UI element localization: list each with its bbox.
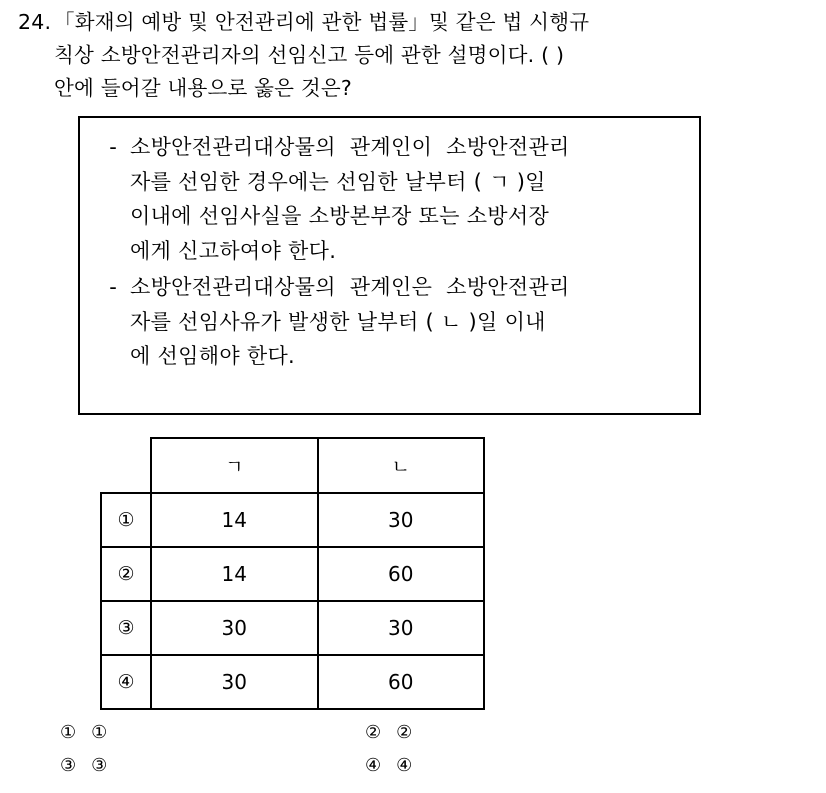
- table-cell-nieun: 30: [318, 601, 485, 655]
- answer-choice-marker: ③: [60, 755, 77, 776]
- answer-choice-marker: ①: [60, 722, 77, 743]
- table-row[interactable]: [101, 601, 484, 655]
- table-row[interactable]: [101, 547, 484, 601]
- passage-line: 소방안전관리대상물의 관계인은 소방안전관리: [130, 275, 570, 299]
- question-block: [18, 6, 808, 105]
- bullet-dash-icon: -: [109, 135, 117, 159]
- passage-box: [78, 116, 701, 415]
- table-cell-giyeok: 14: [151, 493, 318, 547]
- passage-item-body: [130, 270, 685, 374]
- table-row-label: ②: [101, 547, 151, 601]
- table-cell-nieun: 30: [318, 493, 485, 547]
- question-stem-line-2: [18, 39, 808, 72]
- answer-choice-text: ④: [396, 755, 413, 776]
- table-cell-giyeok: 14: [151, 547, 318, 601]
- passage-line: 에 선임해야 한다.: [130, 344, 296, 368]
- table-cell-nieun: 60: [318, 547, 485, 601]
- question-stem-line-3: [18, 72, 808, 105]
- table-header-row: [101, 438, 484, 493]
- answer-choice-text: ③: [91, 755, 108, 776]
- passage-line: 자를 선임한 경우에는 선임한 날부터 ( ㄱ )일: [130, 169, 546, 194]
- answer-choice-1[interactable]: [60, 722, 365, 744]
- passage-line: 자를 선임사유가 발생한 날부터 ( ㄴ )일 이내: [130, 309, 546, 334]
- table-row-label: ③: [101, 601, 151, 655]
- table-row-label: ①: [101, 493, 151, 547]
- passage-item: [96, 130, 685, 268]
- answer-choice-marker: ④: [365, 755, 382, 776]
- answer-choice-row-1: [60, 722, 600, 744]
- table-header-nieun: ㄴ: [318, 438, 485, 493]
- answer-choice-text: ②: [396, 722, 413, 743]
- table-header-giyeok: ㄱ: [151, 438, 318, 493]
- passage-line: 이내에 선임사실을 소방본부장 또는 소방서장: [130, 204, 550, 228]
- passage-content: [80, 118, 699, 374]
- table-cell-giyeok: 30: [151, 655, 318, 709]
- answer-choice-4[interactable]: [365, 755, 600, 777]
- options-table: [100, 437, 485, 710]
- passage-item-body: [130, 130, 685, 268]
- answer-choices: [60, 722, 600, 788]
- table-cell-nieun: 60: [318, 655, 485, 709]
- table-row[interactable]: [101, 655, 484, 709]
- question-stem-text-2: 칙상 소방안전관리자의 선임신고 등에 관한 설명이다. ( ): [54, 43, 565, 67]
- question-stem-text-3: 안에 들어갈 내용으로 옳은 것은?: [54, 76, 352, 100]
- bullet-dash-icon: -: [109, 275, 117, 299]
- question-number: 24.: [18, 10, 52, 34]
- passage-line: 에게 신고하여야 한다.: [130, 238, 337, 263]
- table-row-label: ④: [101, 655, 151, 709]
- answer-choice-marker: ②: [365, 722, 382, 743]
- question-stem-text-1: 「화재의 예방 및 안전관리에 관한 법률」및 같은 법 시행규: [54, 10, 590, 34]
- passage-line: 소방안전관리대상물의 관계인이 소방안전관리: [130, 135, 570, 159]
- question-stem-line-1: [18, 6, 808, 39]
- table-corner-cell: [101, 438, 151, 493]
- table-row[interactable]: [101, 493, 484, 547]
- answer-choice-2[interactable]: [365, 722, 600, 744]
- table-cell-giyeok: 30: [151, 601, 318, 655]
- answer-choice-3[interactable]: [60, 755, 365, 777]
- passage-item: [96, 270, 685, 374]
- answer-choice-text: ①: [91, 722, 108, 743]
- answer-choice-row-2: [60, 755, 600, 777]
